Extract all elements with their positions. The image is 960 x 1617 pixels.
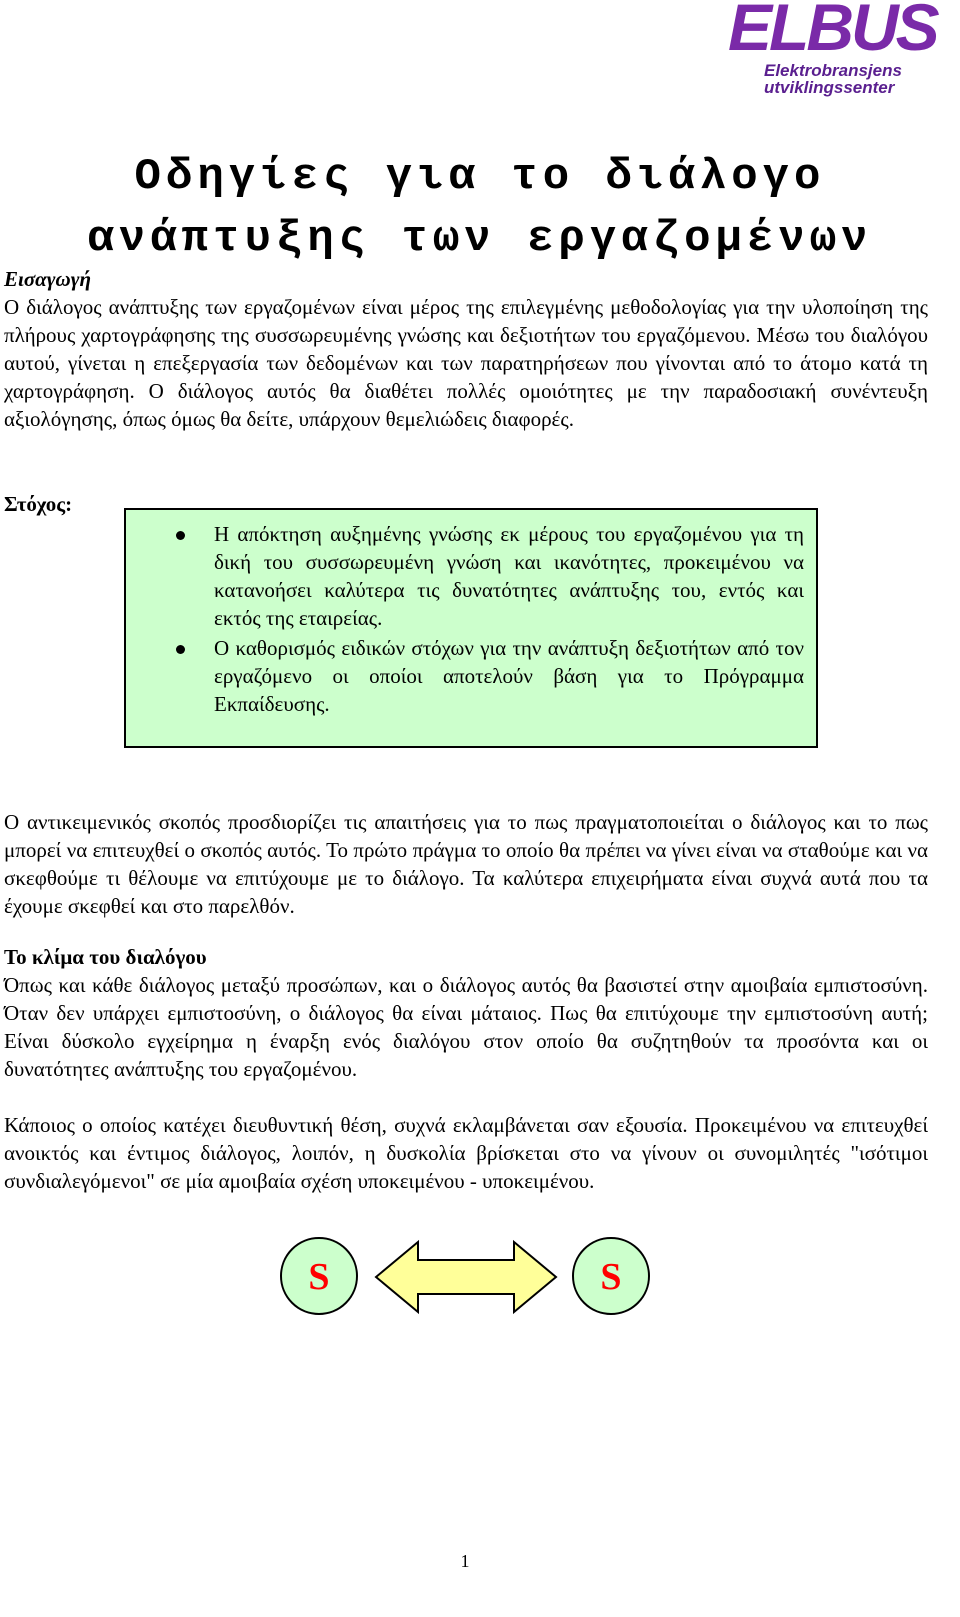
document-title-line1: Οδηγίες για το διάλογο [134,152,826,202]
goal-item-1-text: Η απόκτηση αυξημένης γνώσης εκ μέρους του εργαζομένου για τη δική του συσσωρευμένη γνώση και ικανότητες, προκειμένου να κατανοήσει καλύτερα τις δυνατότητες ανάπτυξης του, εντός και εκτός της εταιρείας. [214,522,804,630]
elbus-logo [728,0,937,98]
intro-heading: Εισαγωγή [4,267,91,291]
goal-item-2-text: Ο καθορισμός ειδικών στόχων για την ανάπτυξη δεξιοτήτων από τον εργαζόμενο οι οποίοι αποτελούν βάση για το Πρόγραμμα Εκπαίδευσης. [214,636,804,716]
double-arrow-icon [374,1238,558,1316]
right-subject-label: S [600,1256,622,1298]
left-subject-label: S [308,1256,330,1298]
goal-item-2 [126,634,816,718]
logo-wordmark: ELBUS [728,0,937,64]
logo-subtitle-line1: Elektrobransjens [764,61,902,80]
page-number: 1 [460,1551,470,1571]
right-subject-circle [572,1237,650,1315]
climate-paragraph: Όπως και κάθε διάλογος μεταξύ προσώπων, και ο διάλογος αυτός θα βασιστεί στην αμοιβαία εμπιστοσύνη. Όταν δεν υπάρχει εμπιστοσύνη, ο διάλογος θα είναι μάταιος. Πως θα επιτύχουμε την εμπιστοσύνη αυτή; Είναι δύσκολο εγχείρημα η έναρξη ενός διαλόγου στον οποίο θα συζητηθούν τα προσόντα και οι δυνατότητες ανάπτυξης του εργαζομένου. [4,973,928,1081]
climate-heading: Το κλίμα του διαλόγου [4,945,207,969]
document-title-line2: ανάπτυξης των εργαζομένων [87,214,873,264]
goal-box [124,508,818,748]
bullet-icon [176,645,185,654]
left-subject-circle [280,1237,358,1315]
intro-paragraph: Ο διάλογος ανάπτυξης των εργαζομένων είναι μέρος της επιλεγμένης μεθοδολογίας για την υλοποίηση της πλήρους χαρτογράφησης της συσσωρευμένης γνώσης και δεξιοτήτων του εργαζόμενου. Μέσω του διαλόγου αυτού, γίνεται η επεξεργασία των δεδομένων και των παρατηρήσεων που γίνονται από το άτομο κατά τη χαρτογράφηση. Ο διάλογος αυτός θα διαθέτει πολλές ομοιότητες με την παραδοσιακή συνέντευξη αξιολόγησης, όπως όμως θα δείτε, υπάρχουν θεμελιώδεις διαφορές. [4,295,928,431]
goal-list [126,520,816,718]
climate-paragraph-2: Κάποιος ο οποίος κατέχει διευθυντική θέση, συχνά εκλαμβάνεται σαν εξουσία. Προκειμένου να επιτευχθεί ανοικτός και έντιμος διάλογος, λοιπόν, η δυσκολία βρίσκεται στο να γίνουν οι συνομιλητές "ισότιμοι συνδιαλεγόμενοι" σε μία αμοιβαία σχέση υποκειμένου - υποκειμένου. [4,1113,928,1193]
goal-label: Στόχος: [4,492,73,516]
objective-paragraph: Ο αντικειμενικός σκοπός προσδιορίζει τις απαιτήσεις για το πως πραγματοποιείται ο διάλογος και το πως μπορεί να επιτευχθεί ο σκοπός αυτός. Το πρώτο πράγμα το οποίο θα πρέπει να γίνει είναι να σταθούμε και να σκεφθούμε τι θέλουμε να επιτύχουμε με το διάλογο. Τα καλύτερα επιχειρήματα είναι συχνά αυτά που τα έχουμε σκεφθεί και στο παρελθόν. [4,810,928,918]
bullet-icon [176,531,185,540]
logo-subtitle-line2: utviklingssenter [764,78,895,97]
subject-subject-diagram [276,1230,648,1326]
goal-item-1 [126,520,816,632]
document-title [0,146,960,270]
